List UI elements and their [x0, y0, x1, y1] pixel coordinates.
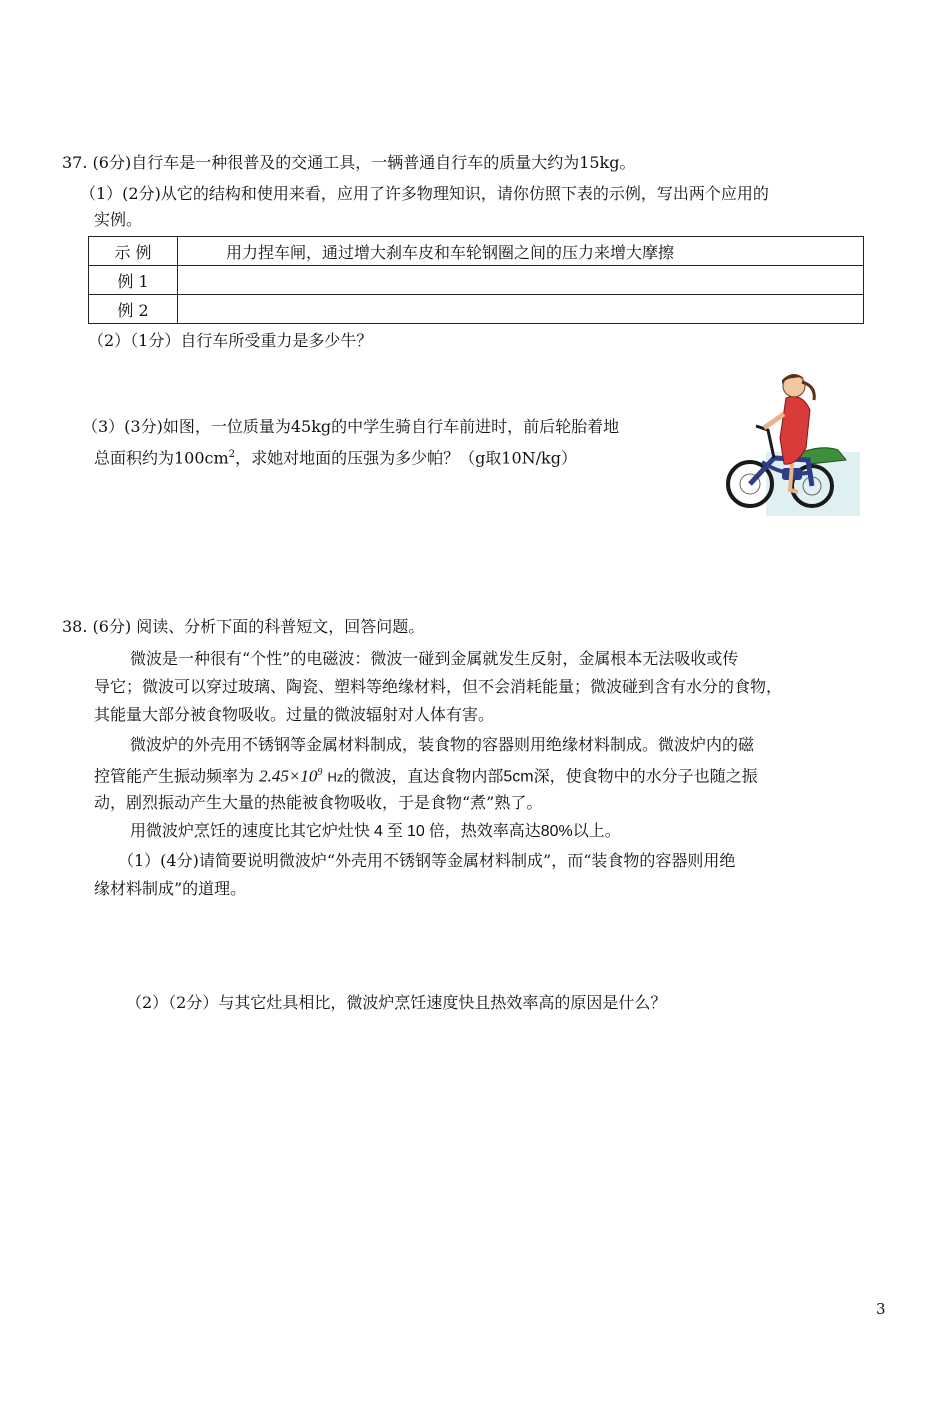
table-row-value: 用力捏车闸，通过增大刹车皮和车轮钢圈之间的压力来增大摩擦: [178, 237, 864, 266]
table-row-value: [178, 266, 864, 295]
q38-para2-text-a: 控管能产生振动频率为: [94, 766, 255, 786]
speed-min: 4: [374, 823, 383, 840]
q37-title: 37. (6分)自行车是一种很普及的交通工具，一辆普通自行车的质量大约为15kg。: [62, 153, 636, 172]
q38-part2: （2）（2分）与其它灶具相比，微波炉烹饪速度快且热效率高的原因是什么？: [126, 993, 667, 1012]
table-row-value: [178, 295, 864, 324]
depth-value: 5cm: [503, 768, 534, 786]
table-row-label: 例 1: [89, 266, 178, 295]
frequency-value: 2.45×10: [259, 766, 318, 786]
q38-part1-line2: 缘材料制成”的道理。: [94, 879, 247, 898]
table-row: [89, 237, 864, 266]
q38-para2-text-c: 深，使食物中的水分子也随之振: [533, 766, 758, 786]
q38-title: 38. (6分) 阅读、分析下面的科普短文，回答问题。: [62, 617, 425, 636]
q38-para3-text-b: 至: [386, 821, 403, 840]
page-number: 3: [876, 1300, 886, 1318]
frequency-exponent: 9: [317, 767, 323, 778]
q38-para3: [130, 820, 621, 843]
q38-para3-text-d: 以上。: [572, 821, 621, 840]
q37-part2: （2）（1分）自行车所受重力是多少牛？: [88, 331, 373, 350]
q38-para3-text-a: 用微波炉烹饪的速度比其它炉灶快: [130, 821, 371, 840]
q37-part3-text-a: 总面积约为100cm: [94, 448, 229, 468]
q38-para2-line1: 微波炉的外壳用不锈钢等金属材料制成，装食物的容器则用绝缘材料制成。微波炉内的磁: [130, 735, 755, 754]
q37-part3-line1: （3）(3分)如图，一位质量为45kg的中学生骑自行车前进时，前后轮胎着地: [82, 417, 620, 436]
q38-para3-text-c: 倍，热效率高达: [428, 821, 541, 840]
example-table: [88, 236, 864, 324]
q37-part3-text-b: ，求她对地面的压强为多少帕？（g取10N/kg）: [235, 448, 577, 468]
q37-part1-line2: 实例。: [94, 210, 143, 229]
speed-max: 10: [406, 823, 425, 840]
table-row-label: 例 2: [89, 295, 178, 324]
q38-para2-line3: 动，剧烈振动产生大量的热能被食物吸收，于是食物“煮”熟了。: [94, 793, 543, 812]
q38-para1-line3: 其能量大部分被食物吸收。过量的微波辐射对人体有害。: [94, 705, 495, 724]
q37-part3-exponent: 2: [228, 449, 236, 460]
q38-para2-text-b: 的微波，直达食物内部: [343, 766, 504, 786]
table-row: [89, 266, 864, 295]
q38-para1-line2: 导它；微波可以穿过玻璃、陶瓷、塑料等绝缘材料，但不会消耗能量；微波碰到含有水分的食物，: [94, 677, 783, 696]
table-row: [89, 295, 864, 324]
table-row-label: 示 例: [89, 237, 178, 266]
q38-para2-line2: [94, 762, 758, 788]
q37-part3-line2: [94, 444, 577, 469]
efficiency-value: 80%: [540, 823, 573, 840]
q37-part1-line1: （1）(2分)从它的结构和使用来看，应用了许多物理知识，请你仿照下表的示例，写出两个应用的: [80, 184, 769, 203]
q38-part1-line1: （1）(4分)请简要说明微波炉“外壳用不锈钢等金属材料制成”，而“装食物的容器则用绝: [118, 851, 736, 870]
girl-on-bicycle-illustration: [726, 368, 860, 516]
q38-para1-line1: 微波是一种很有“个性”的电磁波：微波一碰到金属就发生反射，金属根本无法吸收或传: [130, 649, 739, 668]
frequency-unit: Hz: [327, 769, 344, 785]
